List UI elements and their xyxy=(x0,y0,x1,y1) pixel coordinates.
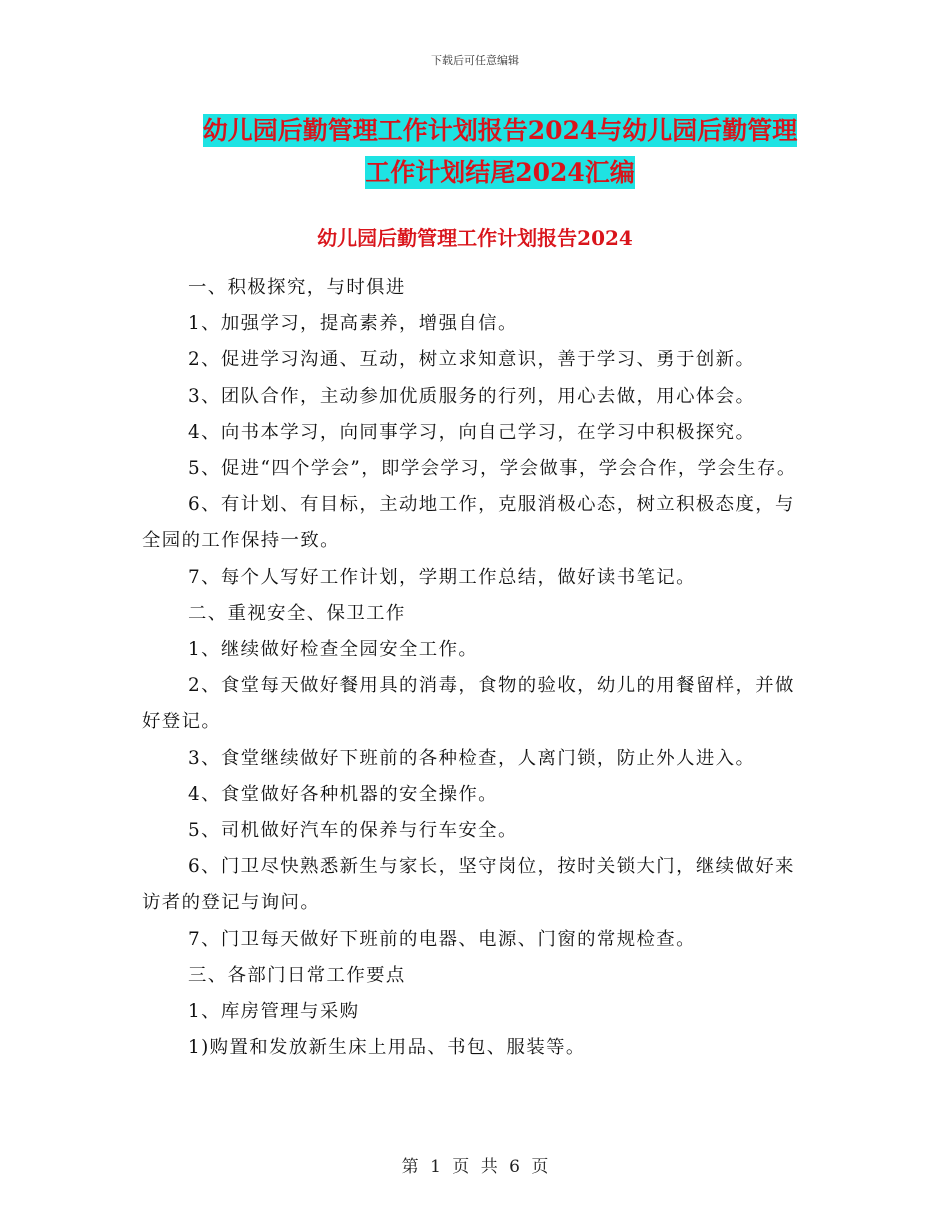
paragraph: 一、积极探究，与时俱进 xyxy=(188,277,406,298)
paragraph: 3、食堂继续做好下班前的各种检查，人离门锁，防止外人进入。 xyxy=(188,747,756,769)
paragraph: 2、促进学习沟通、互动，树立求知意识，善于学习、勇于创新。 xyxy=(188,349,756,371)
paragraph: 2、食堂每天做好餐用具的消毒，食物的验收，幼儿的用餐留样，并做好登记。 xyxy=(142,675,795,733)
paragraph: 6、有计划、有目标，主动地工作，克服消极心态，树立积极态度，与全园的工作保持一致。 xyxy=(142,494,795,552)
paragraph: 1、库房管理与采购 xyxy=(188,1001,360,1023)
paragraph: 3、团队合作，主动参加优质服务的行列，用心去做，用心体会。 xyxy=(188,385,756,407)
document-title xyxy=(150,110,850,194)
paragraph: 三、各部门日常工作要点 xyxy=(188,964,406,986)
paragraph: 7、每个人写好工作计划，学期工作总结，做好读书笔记。 xyxy=(188,566,696,588)
paragraph: 4、食堂做好各种机器的安全操作。 xyxy=(188,783,498,805)
paragraph: 1)购置和发放新生床上用品、书包、服装等。 xyxy=(188,1037,586,1059)
section-title: 幼儿园后勤管理工作计划报告2024 xyxy=(317,226,633,250)
paragraph: 5、司机做好汽车的保养与行车安全。 xyxy=(188,820,518,842)
paragraph: 1、加强学习，提高素养，增强自信。 xyxy=(188,313,518,335)
paragraph: 6、门卫尽快熟悉新生与家长，坚守岗位，按时关锁大门，继续做好来访者的登记与询问。 xyxy=(142,856,795,914)
paragraph: 7、门卫每天做好下班前的电器、电源、门窗的常规检查。 xyxy=(188,928,696,950)
paragraph: 5、促进“四个学会”，即学会学习，学会做事，学会合作，学会生存。 xyxy=(188,458,797,480)
paragraph: 4、向书本学习，向同事学习，向自己学习，在学习中积极探究。 xyxy=(188,421,756,443)
document-title-line-1: 幼儿园后勤管理工作计划报告2024与幼儿园后勤管理 xyxy=(202,116,798,145)
page-number-footer: 第 1 页 共 6 页 xyxy=(401,1157,549,1177)
paragraph: 1、继续做好检查全园安全工作。 xyxy=(188,639,479,661)
document-title-line-2: 工作计划结尾2024汇编 xyxy=(365,158,635,187)
document-body xyxy=(142,270,814,1066)
header-note: 下载后可任意编辑 xyxy=(431,54,519,67)
paragraph: 二、重视安全、保卫工作 xyxy=(188,602,406,624)
